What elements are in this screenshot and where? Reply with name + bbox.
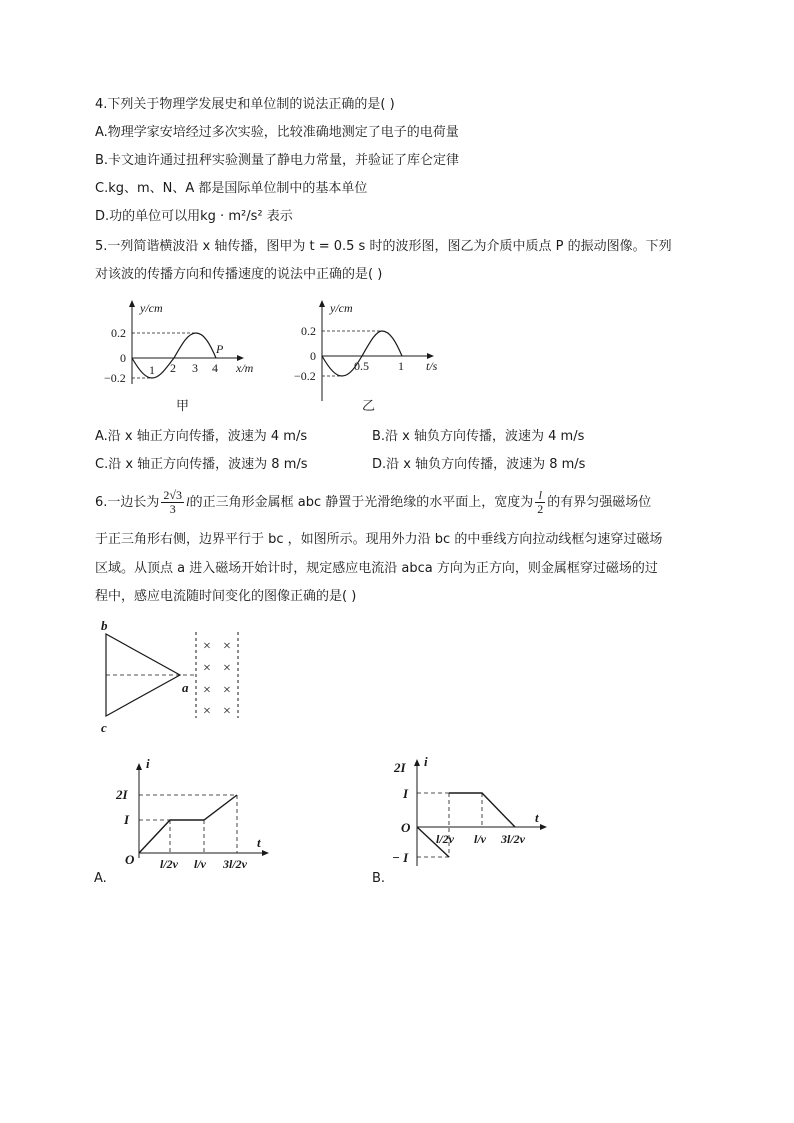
y-tick-zero: 0 [120, 351, 126, 365]
caption-yi: 乙 [362, 399, 376, 414]
x-tick-half: 0.5 [354, 359, 369, 373]
y-label: i [424, 754, 428, 769]
q5-stem-line2: 对该波的传播方向和传播速度的说法中正确的是( ) [95, 267, 383, 282]
y-label: y/cm [140, 301, 163, 315]
frac2-den: 2 [537, 502, 544, 516]
q6-stem-mid: 的正三角形金属框 abc 静置于光滑绝缘的水平面上，宽度为 [189, 495, 534, 510]
x-tick-l2v: l/2v [160, 857, 178, 871]
q6-stem-line3: 区域。从顶点 a 进入磁场开始计时，规定感应电流沿 abca 方向为正方向，则金属框穿过磁场的过 [95, 561, 658, 576]
y-tick-max: 0.2 [111, 326, 126, 340]
x-tick-1: 1 [149, 363, 155, 377]
x-tick-3l2v: 3l/2v [501, 832, 525, 846]
vertex-a-label: a [182, 680, 189, 695]
q5-option-b: B.沿 x 轴负方向传播，波速为 4 m/s [372, 429, 585, 444]
y-axis-arrow-icon [414, 759, 420, 766]
x-tick-2: 2 [170, 361, 176, 375]
q4-option-b: B.卡文迪许通过扭秤实验测量了静电力常量，并验证了库仑定律 [95, 153, 460, 168]
q5-wave-graph-jia [100, 296, 270, 421]
x-tick-3l2v: 3l/2v [223, 857, 247, 871]
vertex-b-label: b [101, 618, 108, 633]
q6-option-b-graph [370, 754, 570, 889]
x-tick-1: 1 [398, 359, 404, 373]
x-label: x/m [236, 361, 254, 375]
vertex-c-label: c [101, 720, 107, 735]
q4-option-d: D.功的单位可以用kg · m²/s² 表示 [95, 209, 293, 224]
q4-option-c: C.kg、m、N、A 都是国际单位制中的基本单位 [95, 181, 368, 196]
point-p-label: P [216, 342, 224, 356]
y-tick-max: 0.2 [301, 324, 316, 338]
frac2-num: l [535, 489, 545, 503]
field-mark: × [223, 661, 231, 676]
field-mark: × [223, 639, 231, 654]
q6-option-a-graph [94, 754, 294, 889]
q6-fraction-side [161, 489, 184, 516]
q6-stem-post: 的有界匀强磁场位 [547, 495, 652, 510]
x-label: t [257, 835, 261, 850]
q6-stem-line4: 程中，感应电流随时间变化的图像正确的是( ) [95, 589, 357, 604]
option-b-label: B. [372, 871, 386, 886]
field-mark: × [223, 704, 231, 719]
q6-stem-line1 [95, 487, 651, 518]
q5-vibration-graph-yi [290, 296, 460, 421]
q5-option-a: A.沿 x 轴正方向传播，波速为 4 m/s [95, 429, 308, 444]
y-label: i [146, 756, 150, 771]
x-tick-4: 4 [212, 361, 218, 375]
origin-label: O [401, 820, 411, 835]
y-tick-zero: 0 [310, 349, 316, 363]
field-mark: × [203, 639, 211, 654]
q5-option-d: D.沿 x 轴负方向传播，波速为 8 m/s [372, 457, 586, 472]
q6-fraction-width [535, 489, 545, 516]
y-tick-i: I [403, 786, 409, 801]
x-axis-arrow-icon [540, 824, 547, 830]
x-label: t [535, 810, 539, 825]
field-mark: × [223, 683, 231, 698]
y-tick-minus-i: − I [392, 850, 409, 865]
q6-triangle-field-figure [96, 618, 256, 738]
y-axis-arrow-icon [319, 300, 325, 307]
x-label: t/s [426, 359, 438, 373]
frac1-num: 2√3 [163, 488, 182, 502]
q5-stem-line1: 5.一列简谐横波沿 x 轴传播，图甲为 t = 0.5 s 时的波形图，图乙为介质中质点 P 的振动图像。下列 [95, 239, 672, 254]
y-axis-arrow-icon [129, 300, 135, 307]
q6-stem-pre: 6.一边长为 [95, 495, 160, 510]
field-mark: × [203, 661, 211, 676]
x-tick-l2v: l/2v [436, 832, 454, 846]
y-tick-min: −0.2 [104, 371, 126, 385]
x-axis-arrow-icon [262, 850, 269, 856]
y-tick-min: −0.2 [294, 369, 316, 383]
x-tick-3: 3 [192, 361, 198, 375]
field-mark: × [203, 683, 211, 698]
y-tick-i: I [124, 812, 130, 827]
y-tick-2i: 2I [394, 760, 406, 775]
x-tick-lv: l/v [474, 832, 486, 846]
q6-stem-line2: 于正三角形右侧，边界平行于 bc ，如图所示。现用外力沿 bc 的中垂线方向拉动线框匀速穿过磁场 [95, 532, 663, 547]
frac1-den: 3 [169, 502, 176, 516]
current-curve [139, 795, 237, 853]
option-a-label: A. [94, 871, 107, 886]
caption-jia: 甲 [176, 399, 190, 414]
field-mark: × [203, 704, 211, 719]
q4-option-a: A.物理学家安培经过多次实验，比较准确地测定了电子的电荷量 [95, 125, 459, 140]
origin-label: O [125, 852, 135, 867]
y-label: y/cm [330, 301, 353, 315]
y-tick-2i: 2I [116, 787, 128, 802]
y-axis-arrow-icon [136, 763, 142, 770]
q5-option-c: C.沿 x 轴正方向传播，波速为 8 m/s [95, 457, 308, 472]
frac1-var: l [186, 494, 190, 509]
q4-stem: 4.下列关于物理学发展史和单位制的说法正确的是( ) [95, 97, 395, 112]
x-tick-lv: l/v [194, 857, 206, 871]
